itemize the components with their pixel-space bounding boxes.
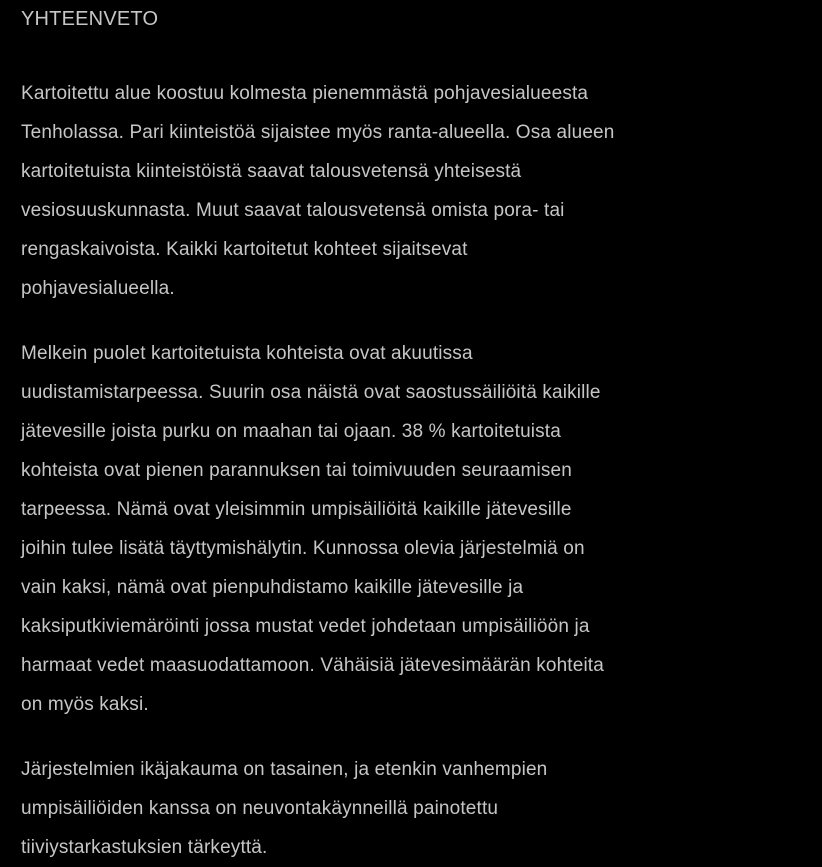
text-line: kaksiputkiviemäröinti jossa mustat vedet johdetaan umpisäiliöön ja xyxy=(21,616,590,637)
text-line: harmaat vedet maasuodattamoon. Vähäisiä jätevesimäärän kohteita xyxy=(21,655,604,676)
text-line: uudistamistarpeessa. Suurin osa näistä ovat saostussäiliöitä kaikille xyxy=(21,382,601,403)
text-line: rengaskaivoista. Kaikki kartoitetut kohteet sijaitsevat xyxy=(21,239,468,260)
paragraph-area-description xyxy=(21,74,811,308)
text-line: pohjavesialueella. xyxy=(21,278,175,299)
text-line: tarpeessa. Nämä ovat yleisimmin umpisäiliöitä kaikille jätevesille xyxy=(21,499,572,520)
paragraph-system-condition xyxy=(21,334,811,724)
text-line: kohteista ovat pienen parannuksen tai toimivuuden seuraamisen xyxy=(21,460,572,481)
paragraph-age-distribution xyxy=(21,750,811,867)
text-line: Kartoitettu alue koostuu kolmesta pienemmästä pohjavesialueesta xyxy=(21,83,589,104)
text-line: Järjestelmien ikäjakauma on tasainen, ja etenkin vanhempien xyxy=(21,759,548,780)
text-line: vain kaksi, nämä ovat pienpuhdistamo kaikille jätevesille ja xyxy=(21,577,524,598)
text-line: on myös kaksi. xyxy=(21,694,149,715)
text-line: tiiviystarkastuksien tärkeyttä. xyxy=(21,837,268,858)
summary-document xyxy=(21,0,811,867)
text-line: Tenholassa. Pari kiinteistöä sijaistee myös ranta-alueella. Osa alueen xyxy=(21,122,615,143)
text-line: kartoitetuista kiinteistöistä saavat talousvetensä yhteisestä xyxy=(21,161,522,182)
text-line: Melkein puolet kartoitetuista kohteista ovat akuutissa xyxy=(21,343,473,364)
text-line: umpisäiliöiden kanssa on neuvontakäynneillä painotettu xyxy=(21,798,499,819)
summary-heading: YHTEENVETO xyxy=(21,8,159,30)
text-line: joihin tulee lisätä täyttymishälytin. Kunnossa olevia järjestelmiä on xyxy=(21,538,585,559)
text-line: vesiosuuskunnasta. Muut saavat talousvetensä omista pora- tai xyxy=(21,200,565,221)
text-line: jätevesille joista purku on maahan tai ojaan. 38 % kartoitetuista xyxy=(21,421,561,442)
